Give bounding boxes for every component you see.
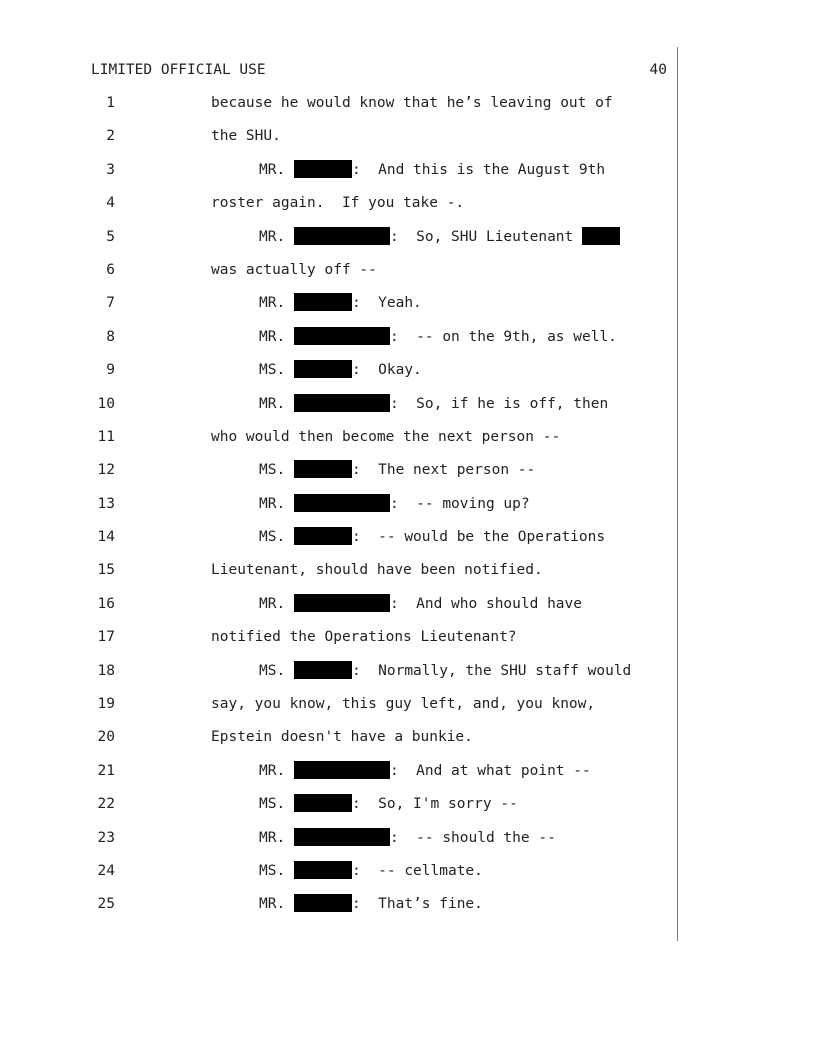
line-number: 1	[106, 95, 115, 111]
redaction-box	[294, 360, 352, 378]
line-text: roster again. If you take -.	[211, 195, 465, 212]
line-number: 25	[97, 896, 115, 913]
speaker-line	[259, 761, 591, 781]
speech-text: : Normally, the SHU staff would	[351, 662, 632, 679]
line-number: 14	[97, 529, 115, 546]
line-text: who would then become the next person --	[211, 428, 561, 445]
line-number: 21	[97, 762, 115, 779]
line-number: 13	[97, 495, 115, 512]
redaction-box	[294, 460, 352, 478]
speech-text: : -- would be the Operations	[351, 529, 606, 546]
speaker-title: MR.	[259, 328, 286, 345]
transcript-line	[0, 93, 816, 126]
transcript-line	[0, 627, 816, 660]
line-number: 6	[106, 261, 115, 278]
transcript-line	[0, 527, 816, 560]
speech-text: : And who should have	[389, 595, 582, 612]
speaker-line	[259, 293, 422, 313]
line-text: because he would know that he’s leaving out of	[211, 95, 613, 111]
speaker-title: MR.	[259, 829, 286, 846]
classification-marking: LIMITED OFFICIAL USE	[91, 62, 266, 78]
redaction-box	[294, 861, 352, 879]
speaker-line	[259, 594, 582, 614]
transcript-line	[0, 694, 816, 727]
speech-text: : -- moving up?	[389, 495, 530, 512]
transcript-line	[0, 661, 816, 694]
page-number: 40	[649, 62, 667, 78]
speaker-title: MR.	[259, 395, 286, 412]
transcript-line	[0, 293, 816, 326]
redaction-box	[294, 160, 352, 178]
redaction-box	[294, 394, 390, 412]
speaker-line	[259, 494, 530, 514]
line-number: 23	[97, 829, 115, 846]
speaker-line	[259, 828, 556, 848]
speaker-title: MS.	[259, 862, 286, 879]
speaker-title: MR.	[259, 595, 286, 612]
line-number: 3	[106, 161, 115, 178]
line-number: 16	[97, 595, 115, 612]
redaction-box	[294, 761, 390, 779]
line-number: 9	[106, 362, 115, 379]
line-number: 5	[106, 228, 115, 245]
speaker-line	[259, 861, 483, 881]
transcript-line	[0, 427, 816, 460]
speaker-line	[259, 160, 605, 180]
redaction-box	[582, 227, 620, 245]
speaker-title: MR.	[259, 495, 286, 512]
speaker-title: MR.	[259, 295, 286, 312]
speech-text: : Okay.	[351, 362, 422, 379]
transcript-line	[0, 126, 816, 159]
speech-text: : -- should the --	[389, 829, 556, 846]
line-number: 10	[97, 395, 115, 412]
transcript-line	[0, 193, 816, 226]
line-number: 12	[97, 462, 115, 479]
speaker-line	[259, 527, 605, 547]
speaker-title: MS.	[259, 796, 286, 813]
speaker-title: MS.	[259, 462, 286, 479]
speech-text: : -- cellmate.	[351, 862, 483, 879]
speech-text: : And this is the August 9th	[351, 161, 606, 178]
redaction-box	[294, 794, 352, 812]
speaker-title: MS.	[259, 529, 286, 546]
line-number: 24	[97, 862, 115, 879]
transcript-line	[0, 761, 816, 794]
line-text: Epstein doesn't have a bunkie.	[211, 729, 473, 746]
speaker-line	[259, 894, 483, 914]
transcript-line	[0, 260, 816, 293]
transcript-line	[0, 494, 816, 527]
speech-text: : Yeah.	[351, 295, 422, 312]
line-number: 18	[97, 662, 115, 679]
speaker-title: MR.	[259, 228, 286, 245]
redaction-box	[294, 494, 390, 512]
transcript-body	[0, 93, 816, 928]
speaker-line	[259, 460, 535, 480]
speaker-title: MS.	[259, 362, 286, 379]
transcript-line	[0, 394, 816, 427]
line-number: 15	[97, 562, 115, 579]
line-text: notified the Operations Lieutenant?	[211, 629, 517, 646]
speech-text: : So, if he is off, then	[389, 395, 609, 412]
line-text: the SHU.	[211, 128, 281, 145]
transcript-line	[0, 227, 816, 260]
redaction-box	[294, 661, 352, 679]
line-text: Lieutenant, should have been notified.	[211, 562, 543, 579]
line-text: was actually off --	[211, 261, 377, 278]
transcript-line	[0, 828, 816, 861]
redaction-box	[294, 327, 390, 345]
line-number: 4	[106, 195, 115, 212]
transcript-line	[0, 327, 816, 360]
transcript-line	[0, 594, 816, 627]
line-text: say, you know, this guy left, and, you know,	[211, 696, 596, 713]
redaction-box	[294, 227, 390, 245]
redaction-box	[294, 894, 352, 912]
speech-text: : And at what point --	[389, 762, 591, 779]
redaction-box	[294, 594, 390, 612]
line-number: 11	[97, 428, 115, 445]
line-number: 8	[106, 328, 115, 345]
transcript-line	[0, 160, 816, 193]
page-header	[91, 62, 667, 80]
line-number: 19	[97, 696, 115, 713]
speaker-title: MR.	[259, 896, 286, 913]
transcript-line	[0, 360, 816, 393]
speaker-line	[259, 794, 518, 814]
line-number: 7	[106, 295, 115, 312]
speech-text: : -- on the 9th, as well.	[389, 328, 617, 345]
speaker-line	[259, 360, 422, 380]
speech-text: : The next person --	[351, 462, 536, 479]
line-number: 17	[97, 629, 115, 646]
line-number: 22	[97, 796, 115, 813]
line-number: 2	[106, 128, 115, 145]
speaker-title: MS.	[259, 662, 286, 679]
speaker-line	[259, 661, 631, 681]
speaker-title: MR.	[259, 161, 286, 178]
transcript-line	[0, 794, 816, 827]
transcript-line	[0, 727, 816, 760]
transcript-line	[0, 560, 816, 593]
speaker-line	[259, 227, 620, 247]
transcript-line	[0, 861, 816, 894]
line-number: 20	[97, 729, 115, 746]
speaker-line	[259, 394, 608, 414]
speech-text: : So, I'm sorry --	[351, 796, 518, 813]
redaction-box	[294, 293, 352, 311]
speaker-title: MR.	[259, 762, 286, 779]
transcript-line	[0, 460, 816, 493]
transcript-line	[0, 894, 816, 927]
redaction-box	[294, 527, 352, 545]
redaction-box	[294, 828, 390, 846]
speech-text: : So, SHU Lieutenant	[389, 228, 574, 245]
speaker-line	[259, 327, 617, 347]
speech-text: : That’s fine.	[351, 896, 483, 913]
